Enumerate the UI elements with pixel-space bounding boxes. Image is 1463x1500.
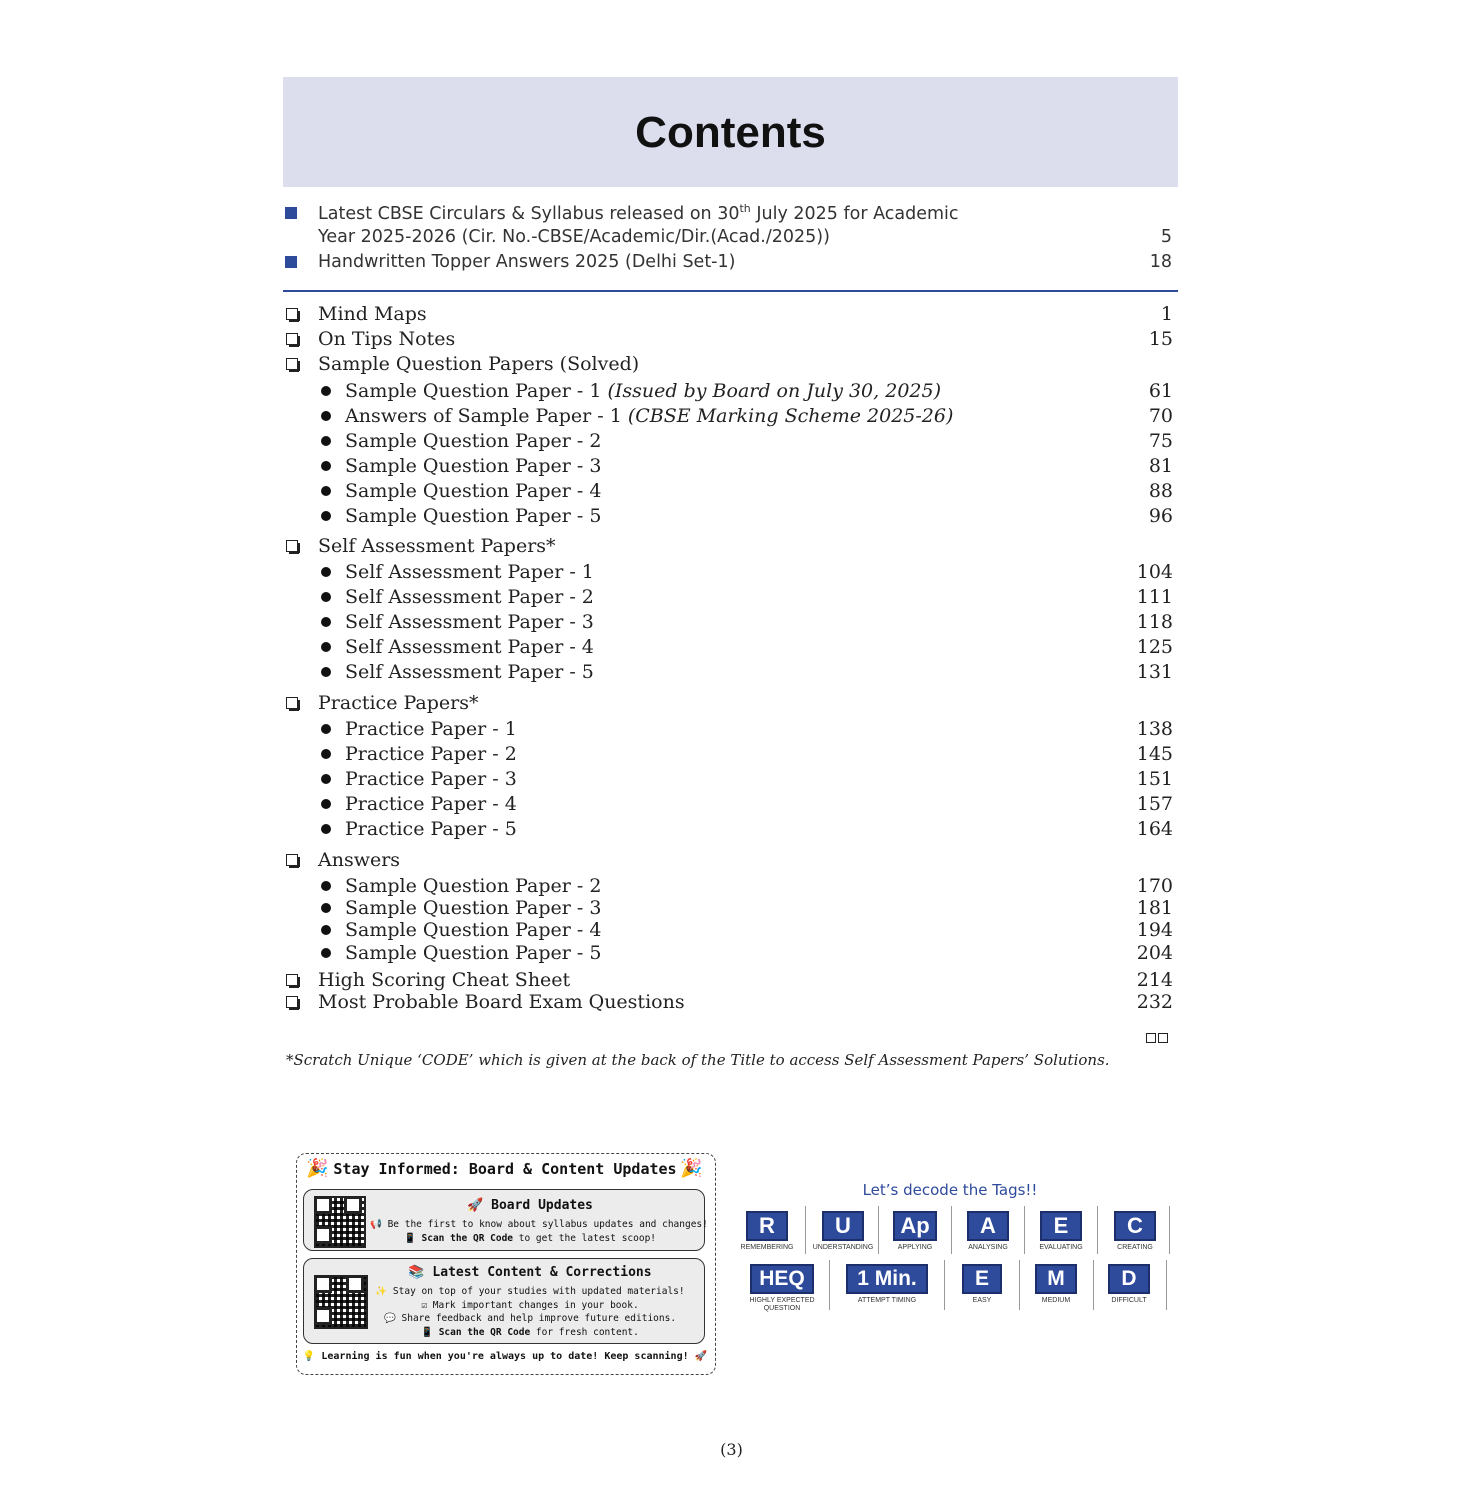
tag-ap: Ap bbox=[893, 1211, 937, 1241]
board-updates-line2-bold: Scan the QR Code bbox=[421, 1233, 514, 1244]
square-bullet-icon bbox=[285, 207, 297, 219]
rocket-icon: 🚀 bbox=[688, 1351, 708, 1362]
toc-most-probable[interactable]: Most Probable Board Exam Questions bbox=[318, 991, 685, 1013]
qr-corner-icon bbox=[314, 1196, 332, 1214]
tag-separator bbox=[1019, 1260, 1020, 1310]
toc-sap-item[interactable]: Self Assessment Paper - 1 bbox=[345, 561, 594, 583]
tag-separator bbox=[944, 1260, 945, 1310]
party-popper-icon: 🎉 bbox=[680, 1158, 703, 1178]
tag-e-label: EVALUATING bbox=[1039, 1244, 1083, 1251]
latest-line4-rest: for fresh content. bbox=[530, 1327, 639, 1338]
toc-answer-item[interactable]: Sample Question Paper - 3 bbox=[345, 897, 602, 919]
toc-page: 214 bbox=[1136, 969, 1173, 991]
qr-corner-icon bbox=[314, 1307, 332, 1325]
latest-line4-bold: Scan the QR Code bbox=[438, 1327, 531, 1338]
toc-pp-item[interactable]: Practice Paper - 4 bbox=[345, 793, 517, 815]
top-item-1-page: 5 bbox=[1160, 227, 1172, 247]
toc-page: 151 bbox=[1136, 768, 1173, 790]
toc-sqp-item[interactable]: Sample Question Paper - 4 bbox=[345, 480, 602, 502]
checkbox-icon bbox=[286, 308, 298, 320]
toc-page: 138 bbox=[1136, 718, 1173, 740]
toc-item-label: Sample Question Paper - 1 bbox=[345, 380, 608, 402]
toc-pp-item[interactable]: Practice Paper - 5 bbox=[345, 818, 517, 840]
qr-corner-icon bbox=[314, 1275, 332, 1293]
toc-page: 145 bbox=[1136, 743, 1173, 765]
books-icon: 📚 bbox=[408, 1265, 433, 1280]
toc-sqp-item[interactable] bbox=[345, 380, 941, 402]
checkbox-icon bbox=[286, 333, 298, 345]
tag-separator bbox=[1024, 1206, 1025, 1254]
panel-footer bbox=[296, 1351, 714, 1362]
top-item-1-line2: Year 2025-2026 (Cir. No.-CBSE/Academic/Dir.(Acad./2025)) bbox=[318, 227, 830, 247]
top-item-1-sup: th bbox=[739, 202, 751, 215]
tag-r-label: REMEMBERING bbox=[740, 1244, 794, 1251]
tag-c: C bbox=[1114, 1211, 1156, 1241]
board-updates-line2-rest: to get the latest scoop! bbox=[513, 1233, 657, 1244]
checkbox-icon bbox=[286, 996, 298, 1008]
toc-page: 104 bbox=[1136, 561, 1173, 583]
bullet-dot-icon bbox=[321, 511, 331, 521]
board-updates-head-text: Board Updates bbox=[491, 1198, 593, 1213]
footnote: *Scratch Unique ‘CODE’ which is given at the back of the Title to access Self Assessment Papers’ Solutions. bbox=[286, 1051, 1110, 1069]
bullet-dot-icon bbox=[321, 386, 331, 396]
tag-separator bbox=[951, 1206, 952, 1254]
toc-page: 118 bbox=[1136, 611, 1173, 633]
tag-c-label: CREATING bbox=[1117, 1244, 1153, 1251]
latest-line2 bbox=[370, 1300, 690, 1311]
toc-pp-item[interactable]: Practice Paper - 2 bbox=[345, 743, 517, 765]
toc-answer-item[interactable]: Sample Question Paper - 2 bbox=[345, 875, 602, 897]
panel-title: Stay Informed: Board & Content Updates bbox=[333, 1160, 677, 1178]
rocket-icon: 🚀 bbox=[467, 1198, 492, 1213]
tag-heq: HEQ bbox=[750, 1264, 814, 1294]
phone-icon: 📱 bbox=[403, 1233, 422, 1244]
chat-icon: 💬 bbox=[383, 1313, 402, 1324]
square-bullet-icon bbox=[285, 256, 297, 268]
tag-a-label: ANALYSING bbox=[968, 1244, 1008, 1251]
toc-sap-item[interactable]: Self Assessment Paper - 2 bbox=[345, 586, 594, 608]
toc-sqp-item[interactable]: Sample Question Paper - 3 bbox=[345, 455, 602, 477]
top-item-2-page: 18 bbox=[1149, 252, 1172, 272]
tag-1min: 1 Min. bbox=[846, 1264, 928, 1294]
tag-separator bbox=[1169, 1206, 1170, 1254]
top-item-2[interactable]: Handwritten Topper Answers 2025 (Delhi Set-1) bbox=[318, 252, 736, 272]
board-updates-line2 bbox=[370, 1233, 690, 1244]
top-item-1-line1[interactable] bbox=[318, 202, 959, 224]
latest-line2-text: Mark important changes in your book. bbox=[432, 1300, 639, 1311]
end-marks-icon bbox=[1146, 1032, 1170, 1046]
latest-line4 bbox=[370, 1327, 690, 1338]
page-title: Contents bbox=[635, 108, 826, 157]
divider-rule bbox=[283, 290, 1178, 292]
tag-difficult: D bbox=[1108, 1264, 1150, 1294]
latest-content-head-text: Latest Content & Corrections bbox=[432, 1265, 652, 1280]
toc-page: 61 bbox=[1148, 380, 1173, 402]
bullet-dot-icon bbox=[321, 411, 331, 421]
bullet-dot-icon bbox=[321, 567, 331, 577]
tag-heq-label: HIGHLY EXPECTED QUESTION bbox=[749, 1297, 815, 1312]
bullet-dot-icon bbox=[321, 667, 331, 677]
tag-medium-label: MEDIUM bbox=[1041, 1297, 1071, 1304]
checkbox-icon bbox=[286, 358, 298, 370]
tag-separator bbox=[805, 1206, 806, 1254]
top-item-1-text: Latest CBSE Circulars & Syllabus released on 30 bbox=[318, 203, 740, 224]
toc-page: 157 bbox=[1136, 793, 1173, 815]
tag-difficult-label: DIFFICULT bbox=[1111, 1297, 1147, 1304]
toc-sap-item[interactable]: Self Assessment Paper - 3 bbox=[345, 611, 594, 633]
qr-corner-icon bbox=[346, 1275, 364, 1293]
tag-1min-label: ATTEMPT TIMING bbox=[857, 1297, 917, 1304]
checkmark-icon: ☑ bbox=[421, 1300, 433, 1311]
bullet-dot-icon bbox=[321, 461, 331, 471]
tag-u: U bbox=[822, 1211, 864, 1241]
page-number: (3) bbox=[720, 1440, 743, 1459]
toc-sap-item[interactable]: Self Assessment Paper - 5 bbox=[345, 661, 594, 683]
toc-on-tips-notes[interactable]: On Tips Notes bbox=[318, 328, 456, 350]
qr-corner-icon bbox=[314, 1226, 332, 1244]
tag-separator bbox=[1097, 1206, 1098, 1254]
bullet-dot-icon bbox=[321, 799, 331, 809]
tag-easy-label: EASY bbox=[972, 1297, 992, 1304]
panel-footer-text: Learning is fun when you're always up to date! Keep scanning! bbox=[321, 1351, 689, 1362]
toc-page: 88 bbox=[1148, 480, 1173, 502]
toc-cheat-sheet[interactable]: High Scoring Cheat Sheet bbox=[318, 969, 571, 991]
toc-page: 170 bbox=[1136, 875, 1173, 897]
toc-mind-maps[interactable]: Mind Maps bbox=[318, 303, 427, 325]
checkbox-icon bbox=[286, 974, 298, 986]
bullet-dot-icon bbox=[321, 436, 331, 446]
bullet-dot-icon bbox=[321, 642, 331, 652]
toc-page: 125 bbox=[1136, 636, 1173, 658]
tag-separator bbox=[1093, 1260, 1094, 1310]
bullet-dot-icon bbox=[321, 724, 331, 734]
tag-separator bbox=[829, 1260, 830, 1310]
megaphone-icon: 📢 bbox=[370, 1219, 388, 1230]
tag-e: E bbox=[1040, 1211, 1082, 1241]
bullet-dot-icon bbox=[321, 749, 331, 759]
tag-medium: M bbox=[1035, 1264, 1077, 1294]
toc-page: 131 bbox=[1136, 661, 1173, 683]
toc-page: 164 bbox=[1136, 818, 1173, 840]
checkbox-icon bbox=[286, 697, 298, 709]
bullet-dot-icon bbox=[321, 592, 331, 602]
latest-line1 bbox=[370, 1286, 690, 1297]
toc-page: 96 bbox=[1148, 505, 1173, 527]
toc-page: 204 bbox=[1136, 942, 1173, 964]
lightbulb-icon: 💡 bbox=[302, 1351, 322, 1362]
checkbox-icon bbox=[286, 854, 298, 866]
toc-page: 81 bbox=[1148, 455, 1173, 477]
board-updates-line1 bbox=[370, 1219, 708, 1230]
bullet-dot-icon bbox=[321, 881, 331, 891]
toc-page: 1 bbox=[1160, 303, 1173, 325]
tag-separator bbox=[1166, 1260, 1167, 1310]
toc-pp-item[interactable]: Practice Paper - 3 bbox=[345, 768, 517, 790]
toc-page: 111 bbox=[1136, 586, 1173, 608]
bullet-dot-icon bbox=[321, 824, 331, 834]
toc-answer-item[interactable]: Sample Question Paper - 5 bbox=[345, 942, 602, 964]
bullet-dot-icon bbox=[321, 948, 331, 958]
toc-sqp-item[interactable]: Sample Question Paper - 2 bbox=[345, 430, 602, 452]
bullet-dot-icon bbox=[321, 617, 331, 627]
top-item-1-text-post: July 2025 for Academic bbox=[750, 203, 959, 224]
tag-a: A bbox=[967, 1211, 1009, 1241]
tag-u-label: UNDERSTANDING bbox=[812, 1244, 874, 1251]
toc-self-assessment-papers[interactable]: Self Assessment Papers* bbox=[318, 535, 556, 557]
toc-pp-item[interactable]: Practice Paper - 1 bbox=[345, 718, 517, 740]
bullet-dot-icon bbox=[321, 903, 331, 913]
toc-page: 181 bbox=[1136, 897, 1173, 919]
toc-answer-item[interactable]: Sample Question Paper - 4 bbox=[345, 919, 602, 941]
toc-item-label: Answers of Sample Paper - 1 bbox=[345, 405, 628, 427]
tag-r: R bbox=[746, 1211, 788, 1241]
board-updates-line1-text: Be the first to know about syllabus updates and changes! bbox=[387, 1219, 708, 1230]
toc-answers[interactable]: Answers bbox=[318, 849, 401, 871]
toc-page: 75 bbox=[1148, 430, 1173, 452]
bullet-dot-icon bbox=[321, 925, 331, 935]
toc-practice-papers[interactable]: Practice Papers* bbox=[318, 692, 479, 714]
toc-page: 70 bbox=[1148, 405, 1173, 427]
qr-corner-icon bbox=[344, 1196, 362, 1214]
tag-easy: E bbox=[962, 1264, 1002, 1294]
sparkles-icon: ✨ bbox=[375, 1286, 393, 1297]
latest-line3 bbox=[370, 1313, 690, 1324]
tags-title: Let’s decode the Tags!! bbox=[862, 1181, 1038, 1199]
tag-ap-label: APPLYING bbox=[897, 1244, 933, 1251]
toc-sap-item[interactable]: Self Assessment Paper - 4 bbox=[345, 636, 594, 658]
toc-item-note: (CBSE Marking Scheme 2025-26) bbox=[627, 405, 954, 427]
tag-separator bbox=[878, 1206, 879, 1254]
bullet-dot-icon bbox=[321, 486, 331, 496]
toc-page: 232 bbox=[1136, 991, 1173, 1013]
toc-page: 15 bbox=[1148, 328, 1173, 350]
toc-item-note: (Issued by Board on July 30, 2025) bbox=[607, 380, 941, 402]
toc-sample-question-papers[interactable]: Sample Question Papers (Solved) bbox=[318, 353, 640, 375]
latest-content-head bbox=[370, 1265, 690, 1280]
toc-sqp-item[interactable]: Sample Question Paper - 5 bbox=[345, 505, 602, 527]
toc-page: 194 bbox=[1136, 919, 1173, 941]
latest-line1-text: Stay on top of your studies with updated materials! bbox=[392, 1286, 685, 1297]
toc-sqp-item[interactable] bbox=[345, 405, 953, 427]
latest-line3-text: Share feedback and help improve future editions. bbox=[401, 1313, 677, 1324]
board-updates-head bbox=[370, 1198, 690, 1213]
phone-icon: 📱 bbox=[421, 1327, 439, 1338]
party-popper-icon: 🎉 bbox=[306, 1158, 329, 1178]
bullet-dot-icon bbox=[321, 774, 331, 784]
checkbox-icon bbox=[286, 540, 298, 552]
